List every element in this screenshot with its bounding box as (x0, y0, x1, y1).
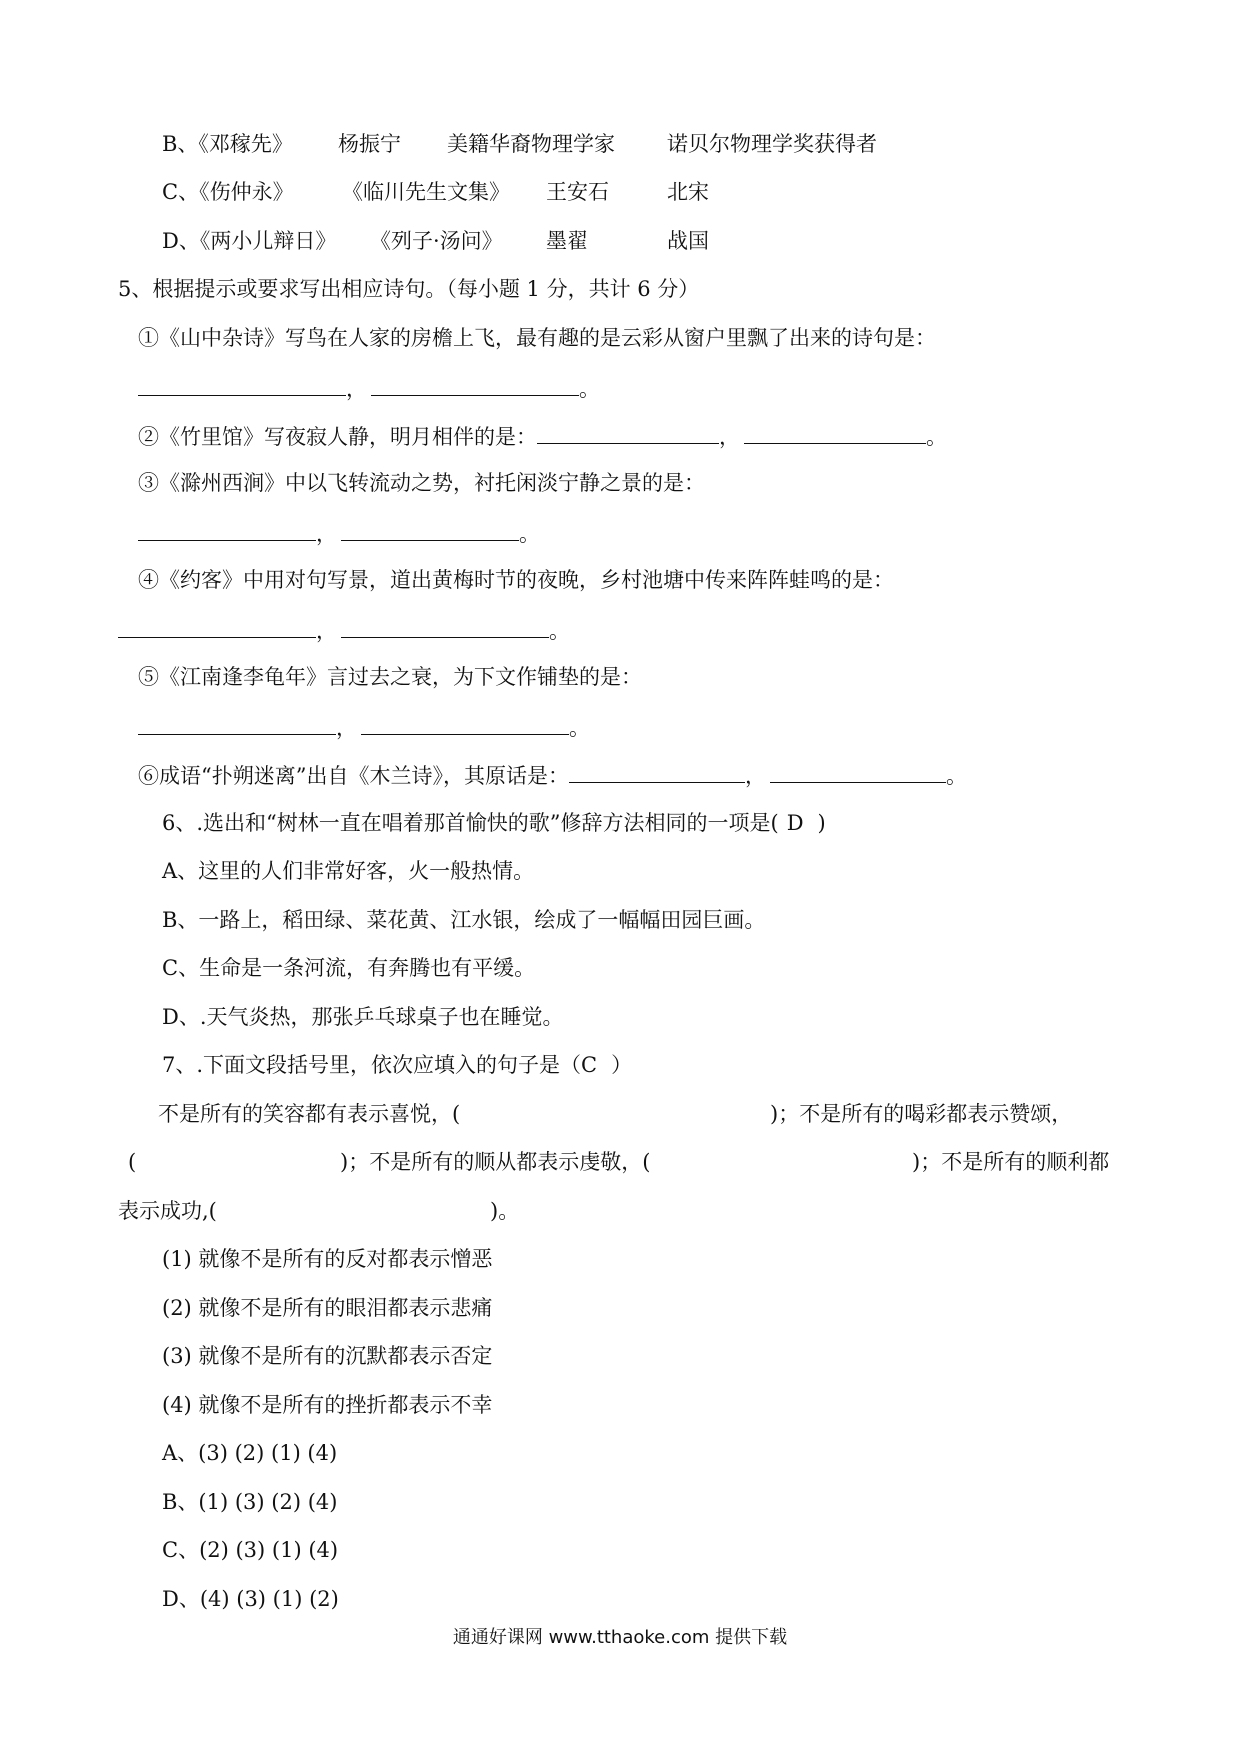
blank[interactable] (138, 373, 346, 396)
q7-close: ） (611, 1053, 633, 1077)
q5-item-5-blanks (138, 712, 590, 742)
q7-sentence-3: (3) 就像不是所有的沉默都表示否定 (162, 1344, 493, 1368)
q6-option-d: D、.天气炎热，那张乒乓球桌子也在睡觉。 (162, 1005, 564, 1029)
q4-option-d-col2: 《列子·汤问》 (370, 229, 503, 253)
blank[interactable] (569, 760, 745, 783)
blank[interactable] (744, 421, 926, 444)
q5-item-1-blanks (138, 373, 600, 403)
q7-passage-line-3b: )。 (490, 1199, 520, 1223)
q7-stem-text: 7、.下面文段括号里，依次应填入的句子是（ (162, 1053, 582, 1077)
q7-passage-line-2a: ( (128, 1150, 137, 1174)
q5-stem: 5、根据提示或要求写出相应诗句。（每小题 1 分，共计 6 分） (118, 277, 700, 301)
q5-item-2 (138, 421, 947, 451)
q4-option-c-col4: 北宋 (667, 180, 709, 204)
q5-item-4-blanks (118, 615, 570, 645)
comma: ， (316, 522, 337, 546)
q4-option-d: D、《两小儿辩日》 (162, 229, 337, 253)
period: 。 (945, 764, 967, 788)
q7-sentence-4: (4) 就像不是所有的挫折都表示不幸 (162, 1393, 493, 1417)
q7-option-a: A、(3) (2) (1) (4) (162, 1441, 338, 1465)
q4-option-b-col3: 美籍华裔物理学家 (447, 132, 615, 156)
blank[interactable] (361, 712, 569, 735)
q6-option-a: A、这里的人们非常好客，火一般热情。 (162, 859, 535, 883)
q7-passage-line-1 (158, 1100, 460, 1128)
blank[interactable] (770, 760, 946, 783)
q5-item-3-blanks (138, 518, 540, 548)
period: 。 (926, 425, 947, 449)
blank[interactable] (118, 615, 316, 638)
blank[interactable] (341, 615, 549, 638)
comma: ， (346, 377, 367, 401)
q7-passage-line-3a: 表示成功,( (118, 1199, 217, 1223)
q4-option-b-col4: 诺贝尔物理学奖获得者 (667, 132, 877, 156)
blank[interactable] (371, 373, 579, 396)
blank[interactable] (341, 518, 519, 541)
q7-stem (162, 1051, 632, 1079)
q4-option-d-col3: 墨翟 (546, 229, 588, 253)
comma: ， (744, 764, 766, 788)
q5-item-3: ③《滁州西涧》中以飞转流动之势，衬托闲淡宁静之景的是： (138, 471, 705, 495)
q7-p1b: )；不是所有的喝彩都表示赞颂， (770, 1102, 1073, 1126)
q7-passage-line-2b: )；不是所有的顺从都表示虔敬，( (340, 1150, 651, 1174)
q6-stem (162, 809, 826, 837)
q7-passage-line-2c: )；不是所有的顺利都 (912, 1150, 1110, 1174)
q6-close: ) (817, 811, 826, 835)
period: 。 (579, 377, 600, 401)
q4-option-d-col4: 战国 (667, 229, 709, 253)
q7-option-c: C、(2) (3) (1) (4) (162, 1538, 339, 1562)
comma: ， (719, 425, 740, 449)
q7-sentence-2: (2) 就像不是所有的眼泪都表示悲痛 (162, 1296, 493, 1320)
q4-b-label: B、《邓稼先》 (162, 132, 293, 156)
q7-passage-line-1b (770, 1100, 1072, 1128)
period: 。 (549, 619, 570, 643)
q7-option-b: B、(1) (3) (2) (4) (162, 1490, 338, 1514)
blank[interactable] (138, 518, 316, 541)
page-footer: 通通好课网 www.tthaoke.com 提供下载 (452, 1627, 788, 1648)
q4-option-c-col2: 《临川先生文集》 (342, 180, 510, 204)
q5-item-1: ①《山中杂诗》写鸟在人家的房檐上飞，最有趣的是云彩从窗户里飘了出来的诗句是： (138, 326, 936, 350)
q4-option-c-col3: 王安石 (546, 180, 609, 204)
q7-option-d: D、(4) (3) (1) (2) (162, 1587, 339, 1611)
q4-option-c: C、《伤仲永》 (162, 180, 294, 204)
comma: ， (316, 619, 337, 643)
q7-answer: C (581, 1053, 598, 1077)
comma: ， (336, 716, 357, 740)
q5-item-2-text: ②《竹里馆》写夜寂人静，明月相伴的是： (138, 425, 537, 449)
q6-answer: D (786, 811, 804, 835)
q4-option-b (162, 130, 293, 158)
q5-item-5: ⑤《江南逢李龟年》言过去之衰，为下文作铺垫的是： (138, 665, 642, 689)
q5-item-4: ④《约客》中用对句写景，道出黄梅时节的夜晚，乡村池塘中传来阵阵蛙鸣的是： (138, 568, 894, 592)
q5-item-6-text: ⑥成语“扑朔迷离”出自《木兰诗》，其原话是： (138, 764, 569, 788)
q4-option-b-col2: 杨振宁 (338, 132, 401, 156)
period: 。 (569, 716, 590, 740)
q7-sentence-1: (1) 就像不是所有的反对都表示憎恶 (162, 1247, 493, 1271)
q5-item-6 (138, 760, 967, 790)
q6-stem-text: 6、.选出和“树林一直在唱着那首愉快的歌”修辞方法相同的一项是( (162, 811, 779, 835)
blank[interactable] (138, 712, 336, 735)
blank[interactable] (537, 421, 719, 444)
q7-p1a: 不是所有的笑容都有表示喜悦，( (158, 1102, 461, 1126)
q6-option-c: C、生命是一条河流，有奔腾也有平缓。 (162, 956, 536, 980)
q6-option-b: B、一路上，稻田绿、菜花黄、江水银，绘成了一幅幅田园巨画。 (162, 908, 766, 932)
period: 。 (519, 522, 540, 546)
